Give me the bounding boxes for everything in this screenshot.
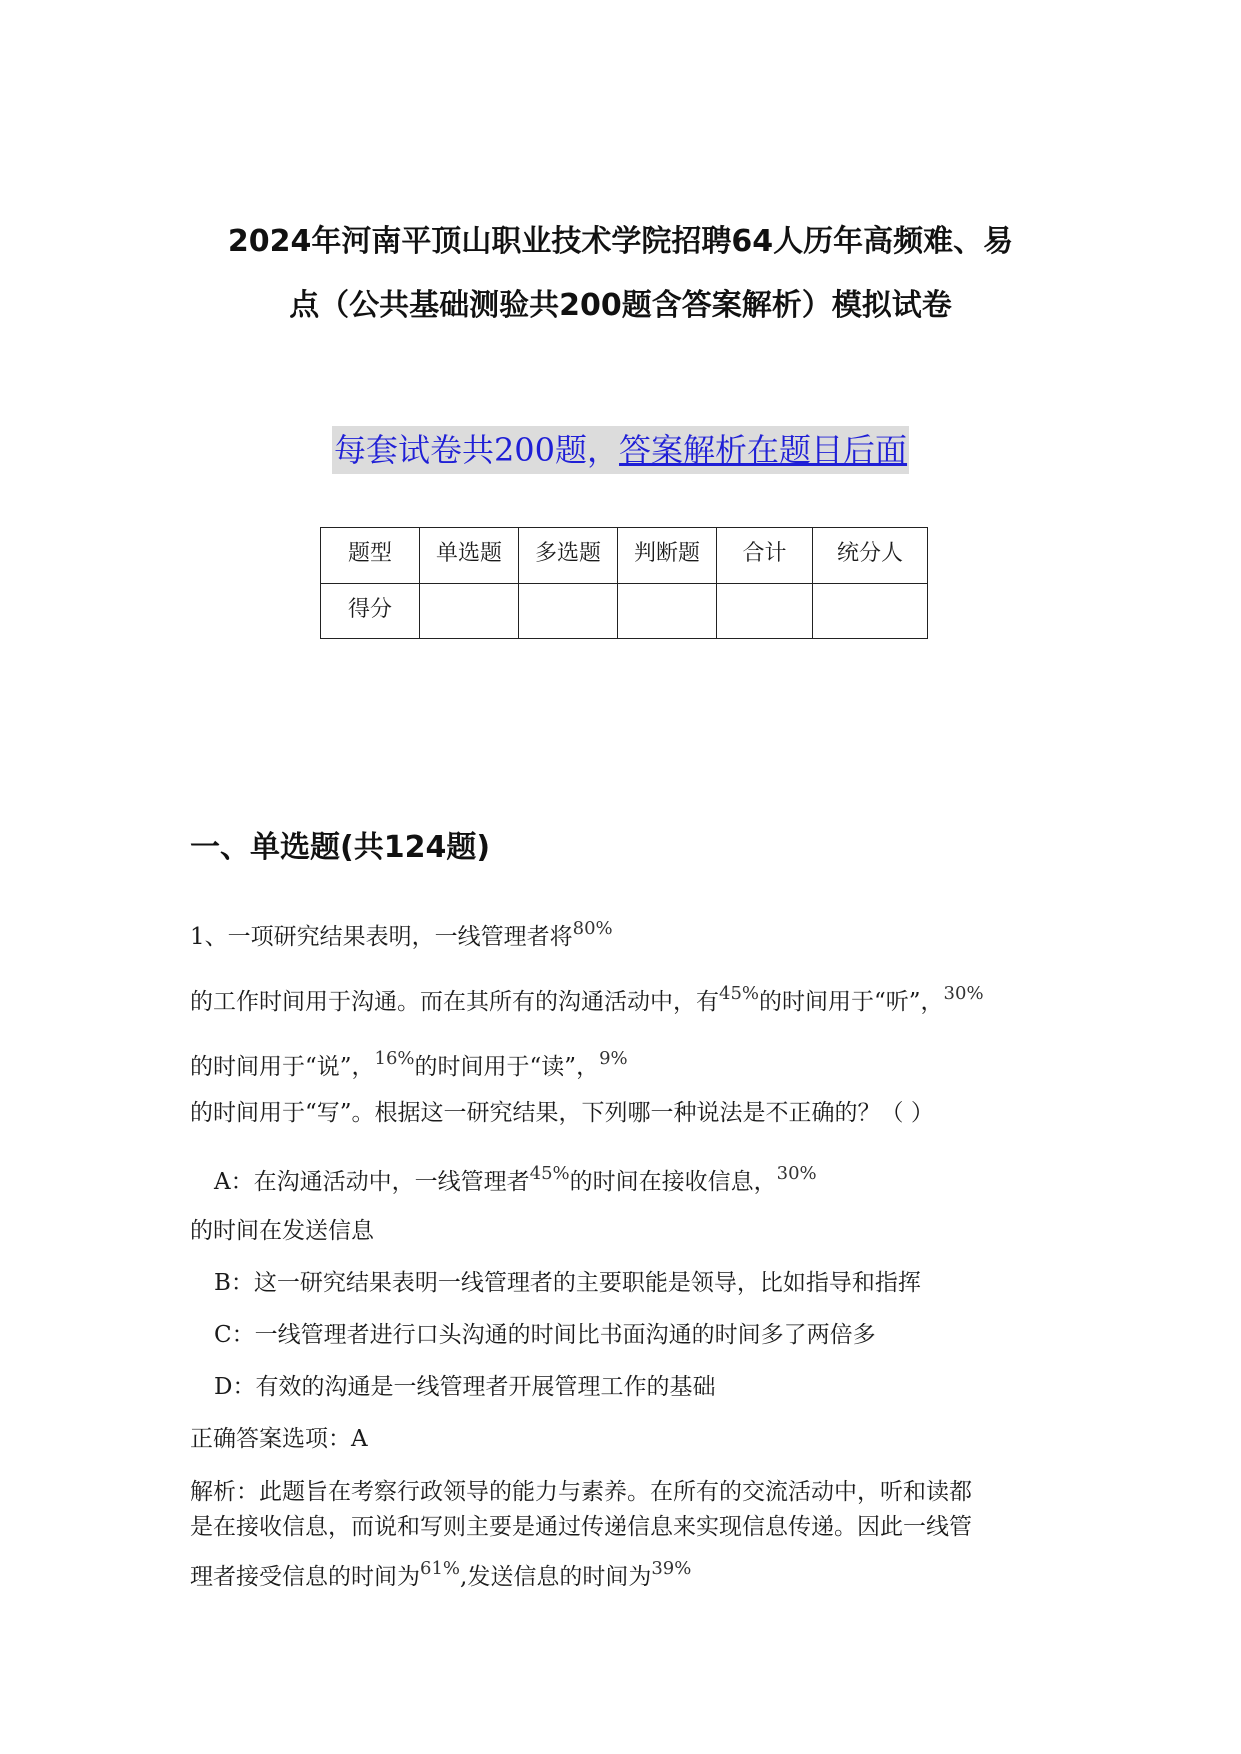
percent-value: 16%: [374, 1048, 415, 1069]
title-line-1: 2024年河南平顶山职业技术学院招聘64人历年高频难、易: [227, 224, 1014, 259]
header-cell: 题型: [321, 528, 420, 584]
question-line-1: [190, 918, 613, 951]
analysis-text: ,发送信息的时间为: [460, 1564, 652, 1590]
title-line-2: 点（公共基础测验共200题含答案解析）模拟试卷: [289, 288, 952, 323]
option-text: A：在沟通活动中，一线管理者: [214, 1169, 530, 1195]
question-line-3: [190, 1048, 628, 1081]
percent-value: 30%: [943, 983, 984, 1004]
percent-value: 9%: [599, 1048, 628, 1069]
banner-link[interactable]: 答案解析在题目后面: [619, 431, 908, 469]
question-text: 的时间用于“听”，: [759, 989, 944, 1015]
option-b[interactable]: B：这一研究结果表明一线管理者的主要职能是领导，比如指导和指挥: [214, 1270, 921, 1296]
analysis-line-1: 解析：此题旨在考察行政领导的能力与素养。在所有的交流活动中，听和读都: [190, 1479, 972, 1505]
option-d[interactable]: D：有效的沟通是一线管理者开展管理工作的基础: [214, 1374, 716, 1400]
score-cell[interactable]: [519, 584, 618, 639]
row-label-cell: 得分: [321, 584, 420, 639]
header-cell: 单选题: [420, 528, 519, 584]
option-c[interactable]: C：一线管理者进行口头沟通的时间比书面沟通的时间多了两倍多: [214, 1322, 876, 1348]
question-text: 1、一项研究结果表明，一线管理者将: [190, 924, 573, 950]
percent-value: 45%: [529, 1163, 570, 1184]
percent-value: 39%: [651, 1558, 692, 1579]
question-line-4: 的时间用于“写”。根据这一研究结果，下列哪一种说法是不正确的？（ ）: [190, 1100, 934, 1126]
option-a-continued: 的时间在发送信息: [190, 1218, 374, 1244]
analysis-line-2: 是在接收信息，而说和写则主要是通过传递信息来实现信息传递。因此一线管: [190, 1514, 972, 1540]
percent-value: 30%: [776, 1163, 817, 1184]
header-cell: 多选题: [519, 528, 618, 584]
analysis-text: 理者接受信息的时间为: [190, 1564, 420, 1590]
question-text: 的工作时间用于沟通。而在其所有的沟通活动中，有: [190, 989, 719, 1015]
header-cell: 统分人: [813, 528, 928, 584]
percent-value: 61%: [420, 1558, 461, 1579]
document-title: [150, 210, 1091, 338]
score-table-header-row: [321, 528, 928, 584]
question-text: 的时间用于“说”，: [190, 1054, 375, 1080]
correct-answer: 正确答案选项：A: [190, 1426, 368, 1452]
percent-value: 45%: [719, 983, 760, 1004]
header-cell: 合计: [717, 528, 813, 584]
banner-text: 每套试卷共200题，: [333, 431, 620, 469]
analysis-line-3: [190, 1558, 691, 1591]
score-cell[interactable]: [717, 584, 813, 639]
question-text: 的时间用于“读”，: [414, 1054, 600, 1080]
score-cell[interactable]: [813, 584, 928, 639]
option-a[interactable]: [214, 1163, 817, 1196]
info-banner: [0, 426, 1241, 474]
score-cell[interactable]: [618, 584, 717, 639]
header-cell: 判断题: [618, 528, 717, 584]
question-line-2: [190, 983, 984, 1016]
section-title: 一、单选题(共124题): [190, 830, 491, 865]
percent-value: 80%: [572, 918, 613, 939]
score-table: [320, 527, 928, 639]
score-cell[interactable]: [420, 584, 519, 639]
option-text: 的时间在接收信息，: [569, 1169, 777, 1195]
score-table-score-row: [321, 584, 928, 639]
